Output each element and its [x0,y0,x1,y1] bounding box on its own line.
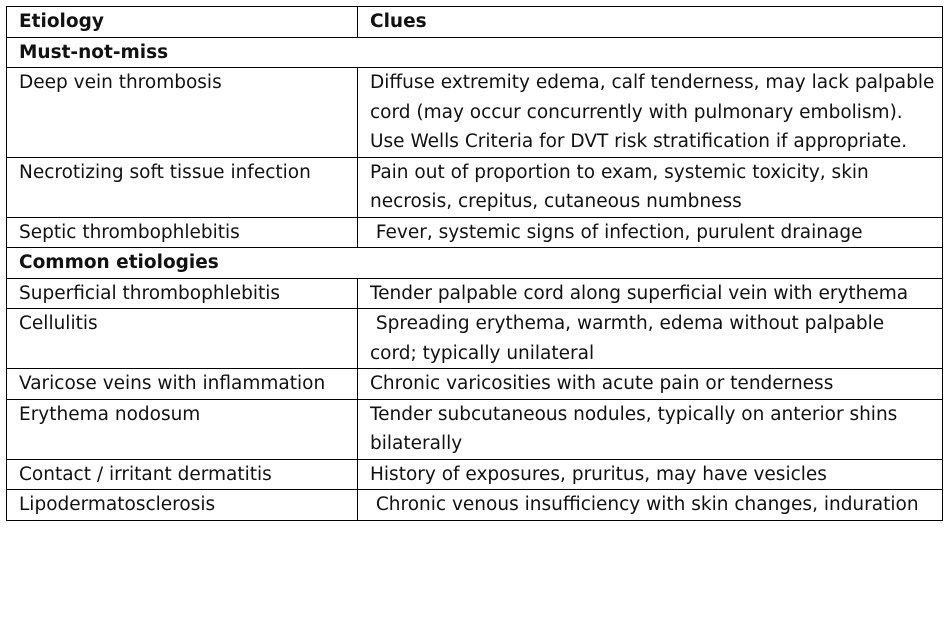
etiology-table [6,6,943,521]
clues-cell: Chronic venous insufficiency with skin changes, induration [358,490,943,521]
table-row [7,490,943,521]
clues-cell: Fever, systemic signs of infection, purulent drainage [358,217,943,248]
etiology-cell: Superficial thrombophlebitis [7,278,358,309]
clues-cell: Pain out of proportion to exam, systemic toxicity, skin necrosis, crepitus, cutaneous numbness [358,157,943,217]
clues-cell: Spreading erythema, warmth, edema without palpable cord; typically unilateral [358,309,943,369]
table-row [7,459,943,490]
section-row [7,248,943,279]
section-title: Common etiologies [7,248,943,279]
etiology-table-body [7,7,943,521]
section-row [7,37,943,68]
etiology-cell: Cellulitis [7,309,358,369]
clues-cell: Chronic varicosities with acute pain or tenderness [358,369,943,400]
table-row [7,399,943,459]
clues-cell: Diffuse extremity edema, calf tenderness, may lack palpable cord (may occur concurrently with pulmonary embolism). Use Wells Criteria for DVT risk stratification if appropriate. [358,68,943,158]
header-etiology: Etiology [7,7,358,38]
etiology-cell: Septic thrombophlebitis [7,217,358,248]
header-clues: Clues [358,7,943,38]
table-row [7,68,943,158]
table-row [7,309,943,369]
etiology-cell: Necrotizing soft tissue infection [7,157,358,217]
etiology-cell: Deep vein thrombosis [7,68,358,158]
clues-cell: Tender palpable cord along superficial vein with erythema [358,278,943,309]
etiology-cell: Lipodermatosclerosis [7,490,358,521]
table-row [7,278,943,309]
clues-cell: Tender subcutaneous nodules, typically on anterior shins bilaterally [358,399,943,459]
table-row [7,217,943,248]
clues-cell: History of exposures, pruritus, may have vesicles [358,459,943,490]
section-title: Must-not-miss [7,37,943,68]
table-header-row [7,7,943,38]
etiology-cell: Varicose veins with inflammation [7,369,358,400]
etiology-cell: Erythema nodosum [7,399,358,459]
etiology-cell: Contact / irritant dermatitis [7,459,358,490]
table-row [7,369,943,400]
table-row [7,157,943,217]
